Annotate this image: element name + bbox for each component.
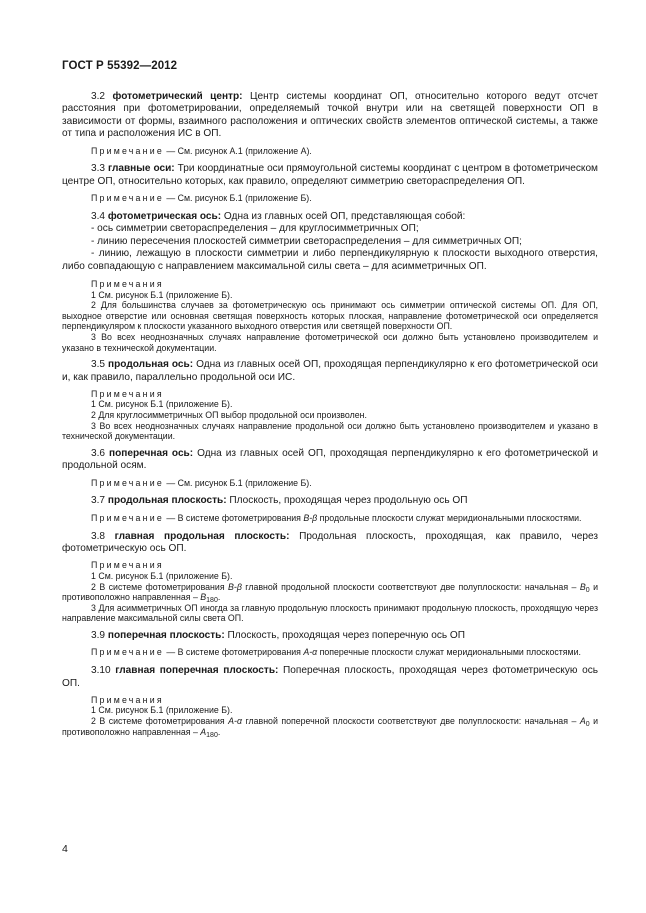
note-3-9 (62, 647, 598, 658)
note-text-a: — В системе фотометрирования (166, 512, 304, 523)
note-label: Примечание (91, 512, 164, 523)
term-number: 3.4 (91, 211, 106, 223)
notes-3-10 (62, 695, 598, 737)
term-definition: Одна из главных осей ОП, проходящая перпендикулярно к его фотометрической и продольной осям. (62, 447, 598, 472)
subscript: 0 (585, 586, 590, 594)
note-label: Примечание (91, 193, 164, 204)
term-title: фотометрический центр: (112, 91, 243, 102)
term-title: главная продольная плоскость: (114, 530, 290, 542)
subscript: 180 (206, 731, 218, 739)
term-title: продольная ось: (108, 359, 194, 371)
document-body (62, 91, 598, 743)
notes-label: Примечания (91, 279, 164, 290)
term-definition: Плоскость, проходящая через продольную ось ОП (229, 495, 468, 507)
notes-3-5 (62, 389, 598, 442)
note-text: главной продольной плоскости соответствуют две полуплоскости: начальная – (241, 581, 580, 592)
note-label: Примечание (91, 145, 164, 156)
term-number: 3.10 (91, 665, 111, 677)
note-label: Примечание (91, 647, 164, 658)
term-number: 3.2 (91, 91, 106, 102)
list-item: - линию пересечения плоскостей симметрии светораспределения – для симметричных ОП; (91, 235, 522, 247)
term-number: 3.6 (91, 447, 106, 459)
system-symbol: A-α (303, 647, 318, 658)
term-definition: Одна из главных осей ОП, представляющая собой: (223, 211, 466, 223)
note-text: . (217, 592, 221, 603)
document-header: ГОСТ Р 55392—2012 (62, 60, 178, 72)
term-3-5 (62, 359, 598, 384)
term-title: главные оси: (108, 163, 175, 175)
note-text: и противоположно направленная – (62, 716, 598, 737)
term-title: продольная плоскость: (107, 495, 227, 507)
note-3-2 (62, 146, 598, 157)
notes-3-8 (62, 560, 598, 623)
note-text: и противоположно направленная – (62, 581, 598, 603)
note-text: — См. рисунок А.1 (приложение А). (166, 145, 312, 156)
note-item: 3 Во всех неоднозначных случаях направление продольной оси должно быть установлено производителем и указано в технической документации. (62, 420, 598, 442)
term-definition: Одна из главных осей ОП, проходящая перпендикулярно к его фотометрической оси и, как правило, параллельно продольной оси ИС. (62, 359, 599, 383)
note-item: 2 Для большинства случаев за фотометрическую ось принимают ось симметрии оптической системы ОП. Для ОП, выходное отверстие или основная светящая поверхность которых плоская, направление фотометрической оси определяется перпендикуляром к плоскости указанного выходного отверстия или светящей поверхности ОП. (62, 300, 598, 332)
note-text-b: поперечные плоскости служат меридиональными плоскостями. (317, 647, 581, 658)
term-definition: Поперечная плоскость, проходящая через фотометрическую ось ОП. (62, 665, 599, 689)
note-text: главной поперечной плоскости соответствуют две полуплоскости: начальная – (242, 716, 580, 727)
system-symbol: A-α (228, 716, 242, 727)
list-item: - линию, лежащую в плоскости симметрии и либо перпендикулярную к плоскости выходного отверстия, либо совпадающую с направлением максимальной силы света – для асимметричных ОП. (62, 248, 598, 272)
half-plane-symbol: A (579, 716, 586, 727)
system-symbol: B-β (228, 581, 242, 592)
subscript: 0 (585, 721, 590, 729)
notes-label: Примечания (91, 694, 164, 705)
note-3-6 (62, 478, 598, 489)
note-item (62, 716, 598, 737)
notes-label: Примечания (91, 560, 164, 571)
note-text-a: — В системе фотометрирования (166, 647, 304, 658)
term-3-3 (62, 163, 598, 188)
term-number: 3.7 (91, 495, 106, 507)
note-text: 2 В системе фотометрирования (91, 581, 229, 592)
page-number: 4 (62, 843, 68, 855)
term-definition: Продольная плоскость, проходящая, как правило, через фотометрическую ось ОП. (62, 530, 598, 555)
term-definition: Плоскость, проходящая через поперечную ось ОП (227, 629, 466, 641)
term-title: поперечная ось: (109, 447, 194, 459)
term-3-6 (62, 448, 598, 473)
note-text-b: продольные плоскости служат меридиональными плоскостями. (317, 512, 582, 523)
note-item: 3 Во всех неоднозначных случаях направление фотометрической оси должно быть установлено производителем и указано в технической документации. (62, 331, 598, 353)
note-item (62, 582, 598, 603)
note-3-7 (62, 513, 598, 524)
note-item: 1 См. рисунок Б.1 (приложение Б). (91, 705, 233, 716)
term-3-10 (62, 665, 598, 690)
term-title: поперечная плоскость: (107, 629, 225, 641)
note-item: 2 Для круглосимметричных ОП выбор продольной оси произволен. (91, 410, 367, 421)
notes-label: Примечания (91, 388, 164, 399)
term-number: 3.8 (91, 530, 106, 542)
half-plane-symbol: B (579, 581, 586, 592)
term-number: 3.9 (91, 629, 106, 641)
note-item: 1 См. рисунок Б.1 (приложение Б). (91, 399, 233, 410)
note-text: . (217, 726, 221, 737)
half-plane-symbol: B (200, 592, 207, 603)
term-title: фотометрическая ось: (107, 211, 222, 223)
subscript: 180 (206, 597, 218, 605)
term-definition: Три координатные оси прямоугольной системы координат с центром в фотометрическом центре ОП, относительно которых, как правило, определяют симметрию светораспределения ОП. (62, 163, 598, 187)
note-text: — См. рисунок Б.1 (приложение Б). (166, 193, 312, 204)
term-number: 3.5 (91, 359, 106, 371)
term-3-2 (62, 91, 598, 141)
term-3-7 (62, 495, 598, 507)
note-item: 3 Для асимметричных ОП иногда за главную продольную плоскость принимают продольную плоскость, проходящую через направление максимальной силы света ОП. (62, 602, 598, 624)
term-title: главная поперечная плоскость: (115, 665, 279, 677)
note-text: 2 В системе фотометрирования (91, 716, 229, 727)
term-3-9 (62, 630, 598, 642)
note-label: Примечание (91, 477, 164, 488)
note-text: — См. рисунок Б.1 (приложение Б). (166, 477, 312, 488)
term-definition: Центр системы координат ОП, относительно которого ведут отсчет расстояния при фотометрировании, определяемый точкой внутри или на светящей поверхности ОП в зависимости от формы, взаимного расположения и оптических свойств элементов оптической системы, а также от типа и расположения ИС в ОП. (62, 91, 598, 140)
system-symbol: B-β (303, 512, 318, 523)
note-3-3 (62, 193, 598, 204)
note-item: 1 См. рисунок Б.1 (приложение Б). (91, 570, 233, 581)
list-item: - ось симметрии светораспределения – для круглосимметричных ОП; (91, 223, 419, 235)
term-3-8 (62, 531, 598, 556)
note-item: 1 См. рисунок Б.1 (приложение Б). (91, 289, 233, 300)
notes-3-4 (62, 279, 598, 353)
half-plane-symbol: A (200, 726, 207, 737)
term-number: 3.3 (91, 163, 106, 175)
term-3-4 (62, 211, 598, 223)
